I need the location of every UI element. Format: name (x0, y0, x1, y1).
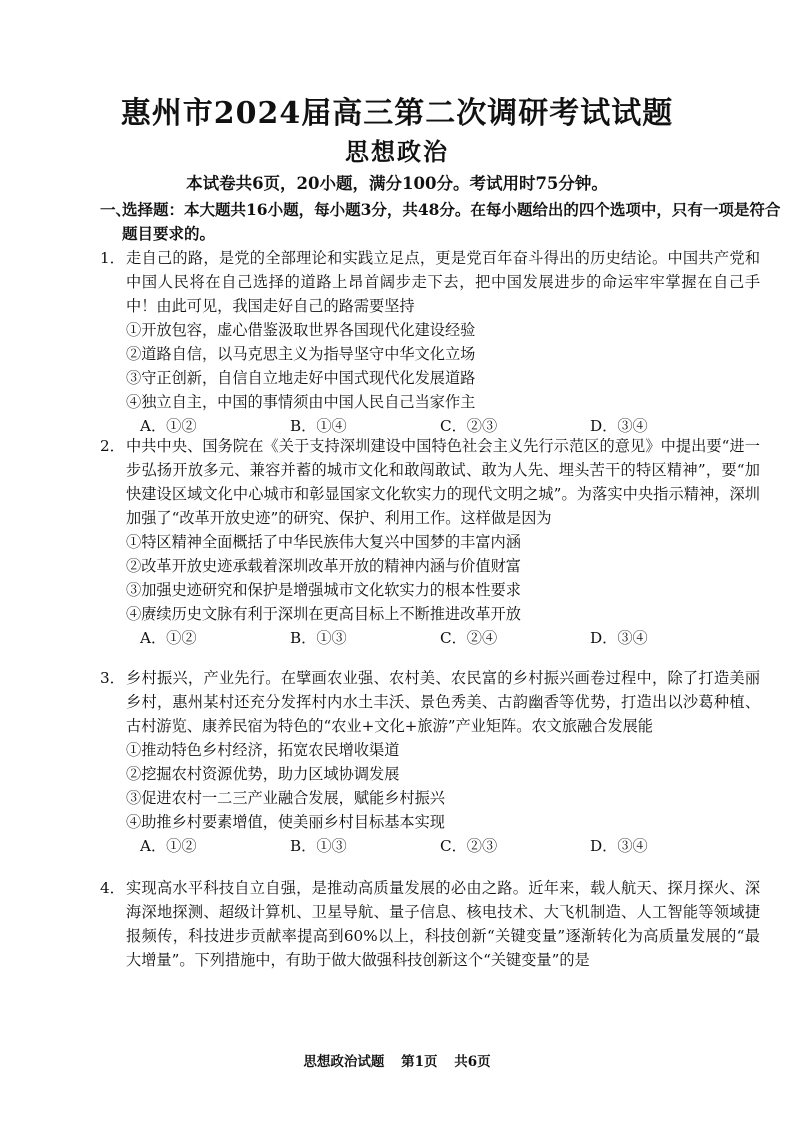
exam-title: 惠州市2024届高三第二次调研考试试题 (120, 96, 674, 131)
option-3: ③促进农村一二三产业融合发展，赋能乡村振兴 (126, 789, 445, 807)
question-stem: 中共中央、国务院在《关于支持深圳建设中国特色社会主义先行示范区的意见》中提出要“进一步弘扬开放多元、兼容并蓄的城市文化和敢闯敢试、敢为人先、埋头苦干的特区精神”，要“加快建设区域文化中心城市和彰显国家文化软实力的现代文明之城”。为落实中央指示精神，深圳加强了“改革开放史迹”的研究、保护、利用工作。这样做是因为 (126, 437, 760, 527)
choice-a: A．①② (140, 417, 197, 435)
question-2 (100, 434, 760, 650)
question-1 (100, 246, 760, 438)
option-2: ②道路自信，以马克思主义为指导坚守中华文化立场 (126, 345, 476, 363)
question-number: 1． (100, 249, 125, 267)
subject-title: 思想政治 (345, 137, 449, 166)
section-heading (100, 198, 790, 246)
choice-b: B．①③ (290, 837, 347, 855)
choice-c: C．②④ (440, 629, 498, 647)
option-2: ②挖掘农村资源优势，助力区域协调发展 (126, 765, 400, 783)
question-number: 4． (100, 879, 125, 897)
choice-b: B．①③ (290, 629, 347, 647)
section-number: 一、 (100, 200, 132, 219)
choice-d: D．③④ (590, 837, 648, 855)
option-3: ③守正创新，自信自立地走好中国式现代化发展道路 (126, 369, 476, 387)
option-4: ④赓续历史文脉有利于深圳在更高目标上不断推进改革开放 (126, 605, 521, 623)
question-stem: 乡村振兴，产业先行。在擘画农业强、农村美、农民富的乡村振兴画卷过程中，除了打造美丽乡村，惠州某村还充分发挥村内水土丰沃、景色秀美、古韵幽香等优势，打造出以沙葛种植、古村游览、康养民宿为特色的“农业+文化+旅游”产业矩阵。农文旅融合发展能 (126, 669, 760, 735)
choice-d: D．③④ (590, 629, 648, 647)
question-3 (100, 666, 760, 858)
choice-d: D．③④ (590, 417, 648, 435)
question-number: 3． (100, 669, 125, 687)
choice-c: C．②③ (440, 417, 498, 435)
footer-total-pages: 共6页 (454, 1054, 491, 1070)
choice-b: B．①④ (290, 417, 347, 435)
question-4 (100, 876, 760, 972)
footer-page-number: 第1页 (401, 1054, 438, 1070)
choice-a: A．①② (140, 837, 197, 855)
option-1: ①特区精神全面概括了中华民族伟大复兴中国梦的丰富内涵 (126, 533, 521, 551)
footer-subject: 思想政治试题 (303, 1054, 385, 1070)
choice-a: A．①② (140, 629, 197, 647)
question-number: 2． (100, 437, 125, 455)
exam-info: 本试卷共6页，20小题，满分100分。考试用时75分钟。 (186, 174, 608, 193)
option-2: ②改革开放史迹承载着深圳改革开放的精神内涵与价值财富 (126, 557, 521, 575)
section-instructions: 选择题：本大题共16小题，每小题3分，共48分。在每小题给出的四个选项中，只有一项是符合题目要求的。 (122, 200, 781, 243)
page-footer (0, 1050, 794, 1070)
question-stem: 走自己的路，是党的全部理论和实践立足点，更是党百年奋斗得出的历史结论。中国共产党和中国人民将在自己选择的道路上昂首阔步走下去，把中国发展进步的命运牢牢掌握在自己手中！由此可见，我国走好自己的路需要坚持 (126, 249, 760, 315)
answer-choices (140, 626, 760, 650)
answer-choices (140, 834, 760, 858)
option-1: ①推动特色乡村经济，拓宽农民增收渠道 (126, 741, 400, 759)
option-4: ④独立自主，中国的事情须由中国人民自己当家作主 (126, 393, 476, 411)
choice-c: C．②③ (440, 837, 498, 855)
option-4: ④助推乡村要素增值，使美丽乡村目标基本实现 (126, 813, 445, 831)
option-3: ③加强史迹研究和保护是增强城市文化软实力的根本性要求 (126, 581, 521, 599)
option-1: ①开放包容，虚心借鉴汲取世界各国现代化建设经验 (126, 321, 476, 339)
question-stem: 实现高水平科技自立自强，是推动高质量发展的必由之路。近年来，载人航天、探月探火、深海深地探测、超级计算机、卫星导航、量子信息、核电技术、大飞机制造、人工智能等领域捷报频传，科技进步贡献率提高到60%以上，科技创新“关键变量”逐渐转化为高质量发展的“最大增量”。下列措施中，有助于做大做强科技创新这个“关键变量”的是 (126, 879, 760, 969)
